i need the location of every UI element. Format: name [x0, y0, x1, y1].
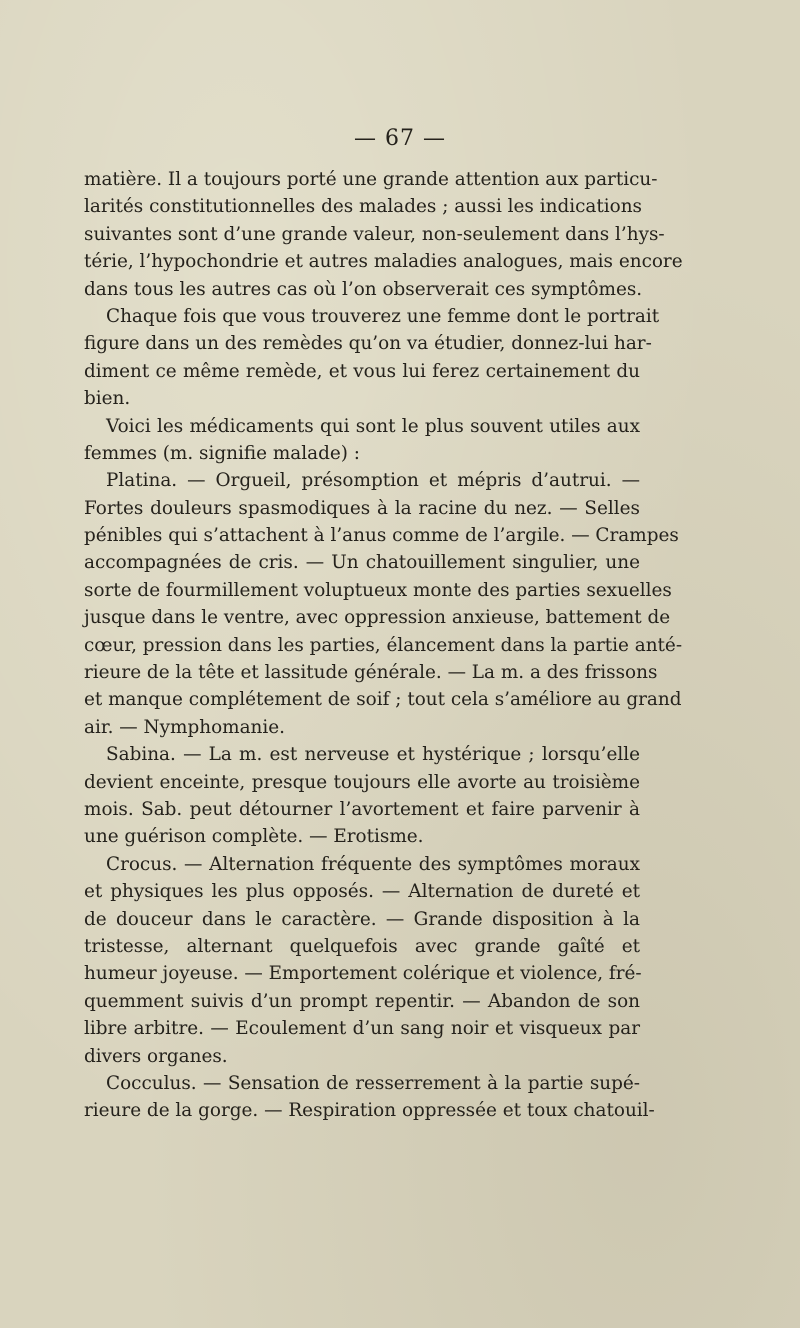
text-line: devient enceinte, presque toujours elle avorte au troisième — [84, 771, 640, 793]
text-line: Platina. — Orgueil, présomption et mépris d’autrui. — — [106, 470, 640, 492]
text-line: cœur, pression dans les parties, élancement dans la partie anté- — [84, 634, 683, 656]
text-line: figure dans un des remèdes qu’on va étudier, donnez-lui har- — [84, 333, 652, 355]
text-line: bien. — [84, 388, 131, 410]
body-text — [84, 166, 683, 1125]
text-line: Voici les médicaments qui sont le plus souvent utiles aux — [106, 415, 640, 437]
text-line: de douceur dans le caractère. — Grande disposition à la — [84, 908, 640, 930]
text-line: rieure de la tête et lassitude générale. — La m. a des frissons — [84, 662, 658, 684]
text-line: sorte de fourmillement voluptueux monte des parties sexuelles — [84, 579, 672, 601]
text-line: pénibles qui s’attachent à l’anus comme de l’argile. — Crampes — [84, 525, 679, 547]
text-line: air. — Nymphomanie. — [84, 716, 286, 738]
text-line: Chaque fois que vous trouverez une femme dont le portrait — [106, 305, 660, 327]
text-line: une guérison complète. — Erotisme. — [84, 826, 424, 848]
text-line: Cocculus. — Sensation de resserrement à la partie supé- — [106, 1072, 640, 1094]
text-line: larités constitutionnelles des malades ; aussi les indications — [84, 196, 642, 218]
text-line: accompagnées de cris. — Un chatouillement singulier, une — [84, 552, 640, 574]
text-line: suivantes sont d’une grande valeur, non-seulement dans l’hys- — [84, 223, 665, 245]
text-line: Crocus. — Alternation fréquente des symptômes moraux — [106, 853, 640, 875]
text-line: femmes (m. signifie malade) : — [84, 442, 360, 464]
text-line: libre arbitre. — Ecoulement d’un sang noir et visqueux par — [84, 1018, 640, 1040]
text-line: rieure de la gorge. — Respiration oppressée et toux chatouil- — [84, 1100, 655, 1122]
text-line: diment ce même remède, et vous lui ferez certainement du — [84, 360, 640, 382]
text-line: Fortes douleurs spasmodiques à la racine du nez. — Selles — [84, 497, 640, 519]
text-line: dans tous les autres cas où l’on observerait ces symptômes. — [84, 278, 643, 300]
text-line: divers organes. — [84, 1045, 228, 1067]
text-line: jusque dans le ventre, avec oppression anxieuse, battement de — [84, 607, 671, 629]
text-line: Sabina. — La m. est nerveuse et hystérique ; lorsqu’elle — [106, 744, 640, 766]
text-line: tristesse, alternant quelquefois avec grande gaîté et — [84, 935, 640, 957]
text-line: mois. Sab. peut détourner l’avortement et faire parvenir à — [84, 798, 640, 820]
text-line: matière. Il a toujours porté une grande attention aux particu- — [84, 169, 658, 190]
page-number: — 67 — — [354, 126, 446, 151]
text-line: et physiques les plus opposés. — Alternation de dureté et — [84, 881, 640, 903]
text-line: et manque complétement de soif ; tout cela s’améliore au grand — [84, 689, 682, 711]
text-line: térie, l’hypochondrie et autres maladies analogues, mais encore — [84, 251, 683, 273]
text-line: quemment suivis d’un prompt repentir. — Abandon de son — [84, 990, 640, 1012]
text-line: humeur joyeuse. — Emportement colérique et violence, fré- — [84, 963, 642, 985]
